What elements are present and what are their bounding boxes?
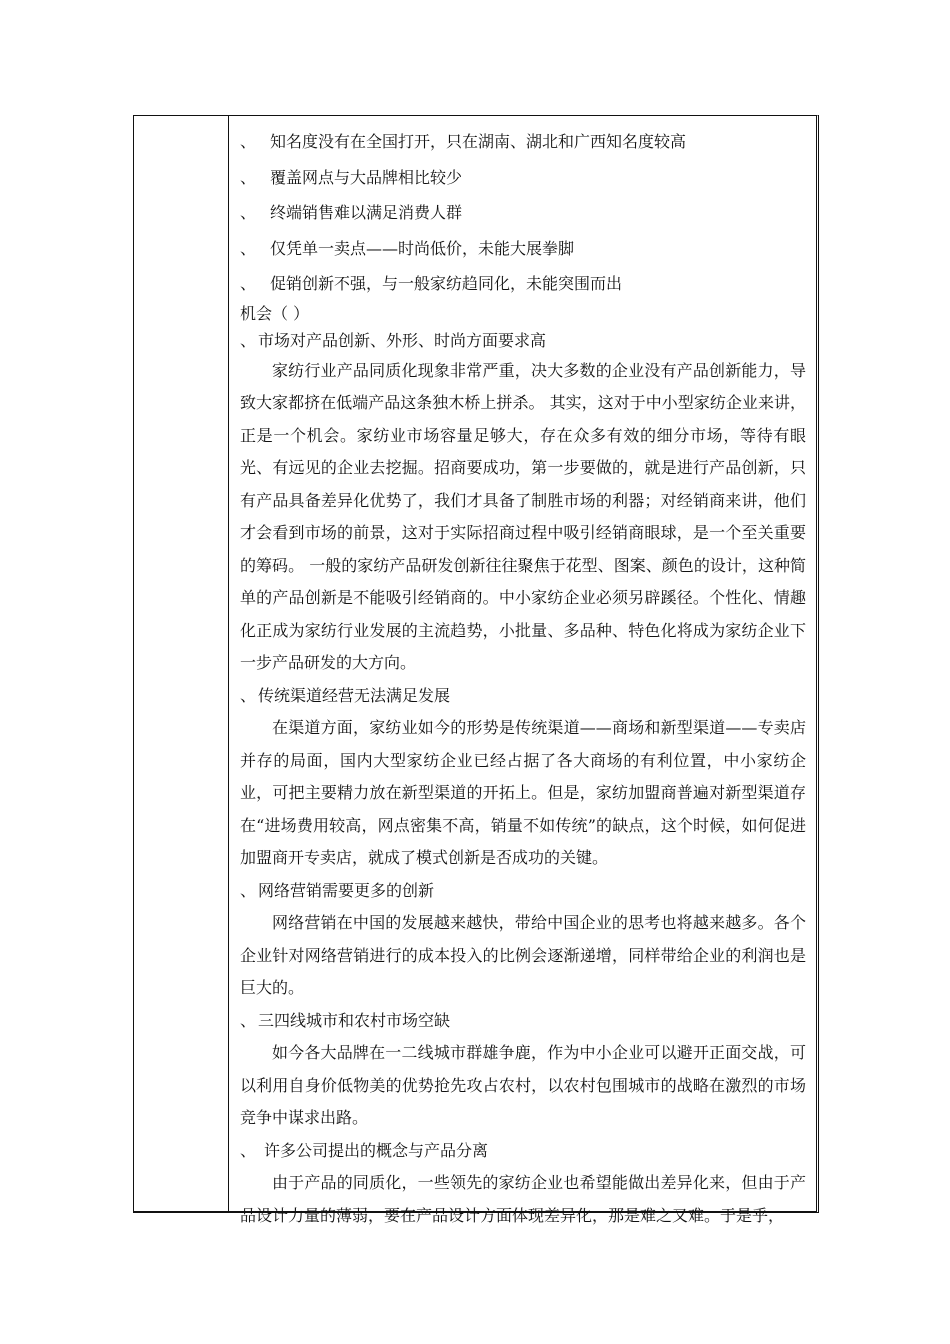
document-table [133, 115, 819, 1225]
section-heading: 、 市场对产品创新、外形、时尚方面要求高 [240, 330, 547, 350]
section-body: 在渠道方面，家纺业如今的形势是传统渠道——商场和新型渠道——专卖店并存的局面，国内大型家纺企业已经占据了各大商场的有利位置，中小家纺企业，可把主要精力放在新型渠道的开拓上。但是，家纺加盟商普遍对新型渠道存在“进场费用较高，网点密集不高，销量不如传统”的缺点，这个时候，如何促进加盟商开专卖店，就成了模式创新是否成功的关键。 [240, 718, 806, 867]
opportunity-heading: 机会（ ） [240, 303, 310, 323]
section-heading: 、 许多公司提出的概念与产品分离 [240, 1140, 489, 1160]
section-body: 网络营销在中国的发展越来越快，带给中国企业的思考也将越来越多。各个企业针对网络营销进行的成本投入的比例会逐渐递增，同样带给企业的利润也是巨大的。 [240, 913, 806, 997]
table-left-column [134, 116, 229, 1211]
section-heading: 、 三四线城市和农村市场空缺 [240, 1010, 451, 1030]
section-body: 如今各大品牌在一二线城市群雄争鹿，作为中小企业可以避开正面交战，可以利用自身价低物美的优势抢先攻占农村，以农村包围城市的战略在激烈的市场竞争中谋求出路。 [240, 1043, 806, 1127]
weakness-item: 、 终端销售难以满足消费人群 [240, 203, 463, 222]
weakness-item: 、 知名度没有在全国打开，只在湖南、湖北和广西知名度较高 [240, 132, 687, 151]
section-body: 家纺行业产品同质化现象非常严重，决大多数的企业没有产品创新能力，导致大家都挤在低端产品这条独木桥上拼杀。 其实，这对于中小型家纺企业来讲，正是一个机会。家纺业市场容量足够大，存在众多有效的细分市场，等待有眼光、有远见的企业去挖掘。招商要成功，第一步要做的，就是进行产品创新，只有产品具备差异化优势了，我们才具备了制胜市场的利器；对经销商来讲，他们才会看到市场的前景，这对于实际招商过程中吸引经销商眼球，是一个至关重要的筹码。 一般的家纺产品研发创新往往聚焦于花型、图案、颜色的设计，这种简单的产品创新是不能吸引经销商的。中小家纺企业必须另辟蹊径。个性化、情趣化正成为家纺行业发展的主流趋势，小批量、多品种、特色化将成为家纺企业下一步产品研发的大方向。 [240, 360, 806, 672]
weakness-item: 、 仅凭单一卖点——时尚低价，未能大展拳脚 [240, 238, 575, 258]
section-heading: 、 网络营销需要更多的创新 [240, 880, 435, 900]
weakness-item: 、 促销创新不强，与一般家纺趋同化，未能突围而出 [240, 274, 623, 293]
weakness-item: 、 覆盖网点与大品牌相比较少 [240, 167, 463, 187]
section-body: 由于产品的同质化，一些领先的家纺企业也希望能做出差异化来，但由于产品设计力量的薄弱，要在产品设计方面体现差异化，那是难之又难。于是乎， [240, 1173, 806, 1225]
section-heading: 、 传统渠道经营无法满足发展 [240, 685, 451, 705]
table-content-cell [240, 126, 806, 1232]
